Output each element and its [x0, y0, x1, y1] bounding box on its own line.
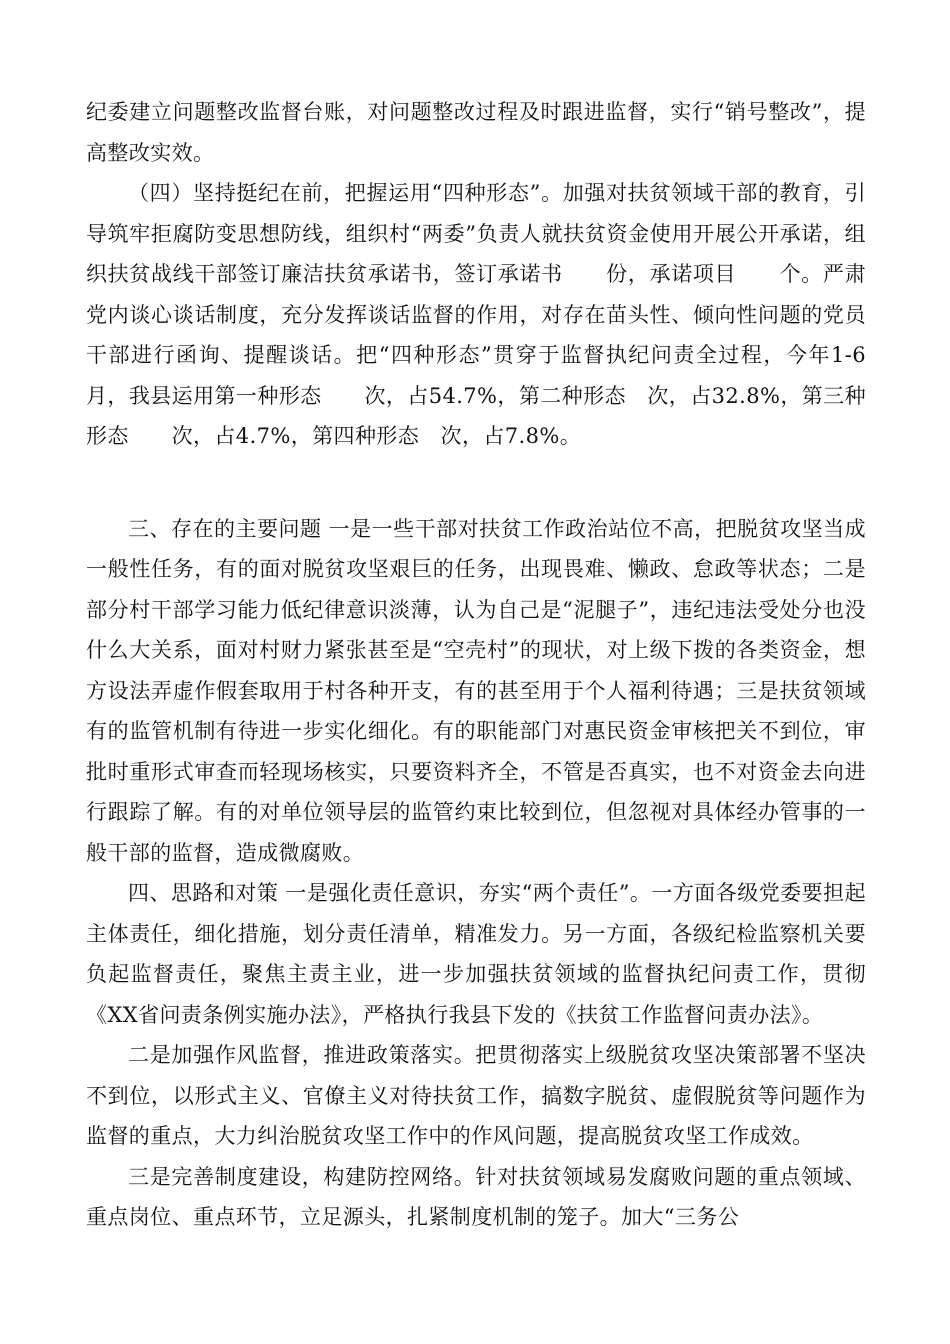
paragraph-four-forms: （四）坚持挺纪在前，把握运用“四种形态”。加强对扶贫领域干部的教育，引导筑牢拒腐防变思想防线，组织村“两委”负责人就扶贫资金使用开展公开承诺，组织扶贫战线干部签订廉洁扶贫承诺书，签订承诺书 份，承诺项目 个。严肃党内谈心谈话制度，充分发挥谈话监督的作用，对存在苗头性、倾向性问题的党员干部进行函询、提醒谈话。把“四种形态”贯穿于监督执纪问责全过程，今年1-6月，我县运用第一种形态 次，占54.7%，第二种形态 次，占32.8%，第三种形态 次，占4.7%，第四种形态 次，占7.8%。: [86, 181, 866, 448]
document-body: [86, 92, 866, 1238]
paragraph-gap: [86, 457, 866, 509]
paragraph-ideas-and-measures: 四、思路和对策 一是强化责任意识，夯实“两个责任”。一方面各级党委要担起主体责任，细化措施，划分责任清单，精准发力。另一方面，各级纪检监察机关要负起监督责任，聚焦主责主业，进一步加强扶贫领域的监督执纪问责工作，贯彻《XX省问责条例实施办法》，严格执行我县下发的《扶贫工作监督问责办法》。: [86, 881, 866, 1027]
paragraph-style-supervision: 二是加强作风监督，推进政策落实。把贯彻落实上级脱贫攻坚决策部署不坚决不到位，以形式主义、官僚主义对待扶贫工作，搞数字脱贫、虚假脱贫等问题作为监督的重点，大力纠治脱贫攻坚工作中的作风问题，提高脱贫攻坚工作成效。: [86, 1043, 866, 1148]
paragraph-main-problems: 三、存在的主要问题 一是一些干部对扶贫工作政治站位不高，把脱贫攻坚当成一般性任务，有的面对脱贫攻坚艰巨的任务，出现畏难、懒政、怠政等状态；二是部分村干部学习能力低纪律意识淡薄，认为自己是“泥腿子”，违纪违法受处分也没什么大关系，面对村财力紧张甚至是“空壳村”的现状，对上级下拨的各类资金，想方设法弄虚作假套取用于村各种开支，有的甚至用于个人福利待遇；三是扶贫领域有的监管机制有待进一步实化细化。有的职能部门对惠民资金审核把关不到位，审批时重形式审查而轻现场核实，只要资料齐全，不管是否真实，也不对资金去向进行跟踪了解。有的对单位领导层的监管约束比较到位，但忽视对具体经办管事的一般干部的监督，造成微腐败。: [86, 516, 866, 865]
paragraph-system-building: 三是完善制度建设，构建防控网络。针对扶贫领域易发腐败问题的重点领域、重点岗位、重点环节，立足源头，扎紧制度机制的笼子。加大“三务公: [86, 1164, 866, 1229]
paragraph-continuation: 纪委建立问题整改监督台账，对问题整改过程及时跟进监督，实行“销号整改”，提高整改实效。: [86, 100, 866, 165]
